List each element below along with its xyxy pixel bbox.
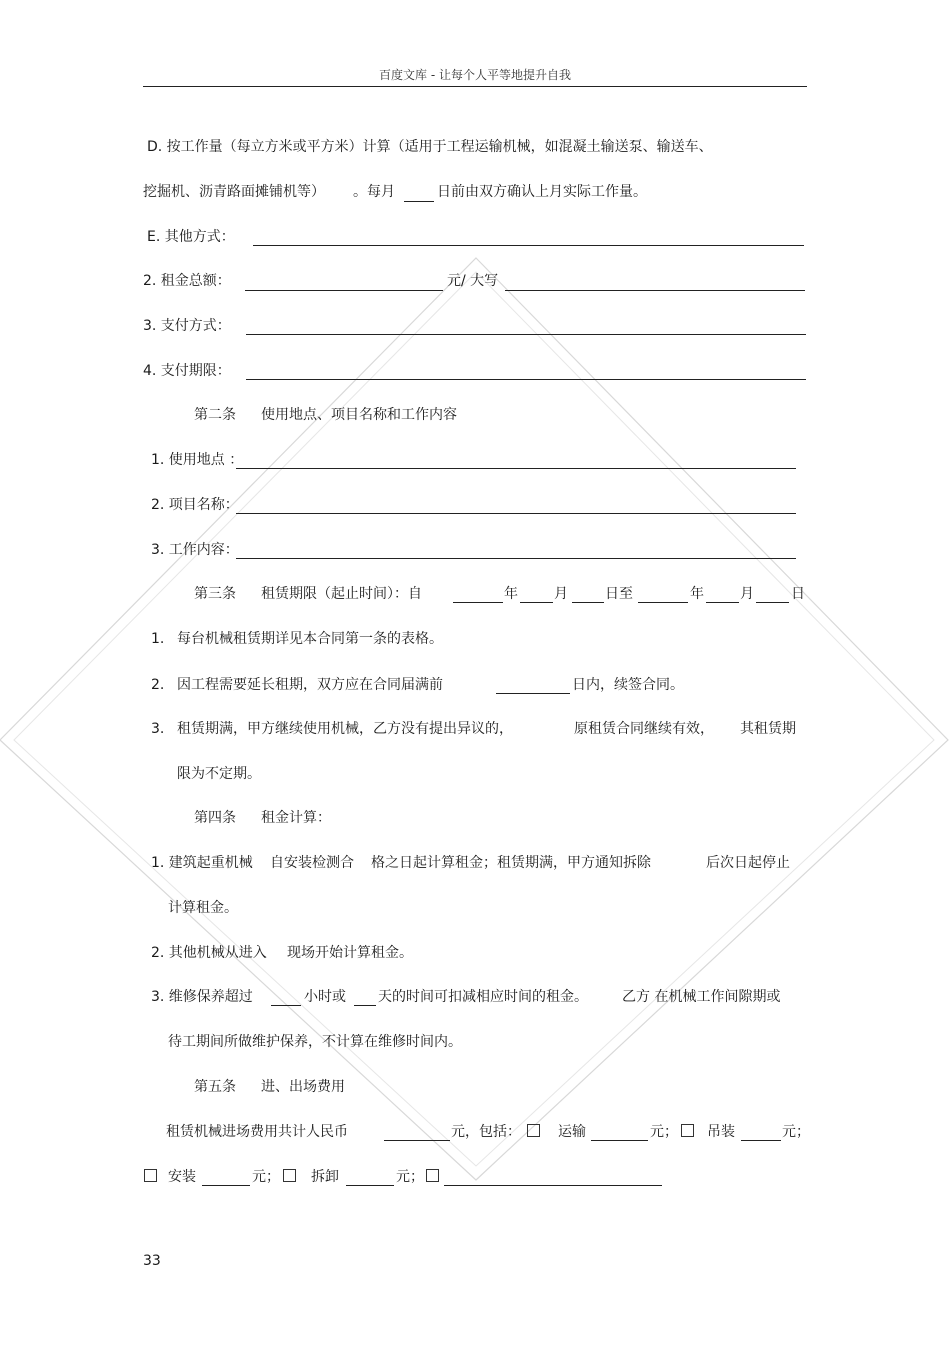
article4-item1a: 1. 建筑起重机械 — [151, 855, 253, 871]
location-label: 1. 使用地点 ： — [151, 452, 244, 468]
article4-item1d: 后次日起停止 — [706, 855, 790, 871]
article4-title: 第四条 — [194, 810, 236, 826]
rent-total-amount-blank[interactable] — [245, 290, 443, 291]
article3-item3d: 限为不定期。 — [177, 766, 261, 782]
end-year-blank[interactable] — [638, 602, 688, 603]
day-to-label: 日至 — [605, 586, 633, 602]
article5-title: 第五条 — [194, 1079, 236, 1095]
article3-item2a: 因工程需要延长租期，双方应在合同届满前 — [177, 677, 443, 693]
rent-total-label: 2. 租金总额： — [143, 273, 231, 289]
month-label-2: 月 — [740, 586, 754, 602]
article4-item2b: 现场开始计算租金。 — [287, 945, 413, 961]
option-d-line2b: 。每月 — [353, 184, 395, 200]
article4-item1b: 自安装检测合 — [270, 855, 354, 871]
year-label-1: 年 — [504, 586, 518, 602]
option-e-blank[interactable] — [253, 245, 804, 246]
location-blank[interactable] — [236, 468, 796, 469]
article5-line1a: 租赁机械进场费用共计人民币 — [166, 1124, 348, 1140]
article3-item3-num: 3. — [151, 721, 165, 737]
hoist-fee-blank[interactable] — [741, 1140, 781, 1141]
project-blank[interactable] — [236, 513, 796, 514]
article3-item2-num: 2. — [151, 677, 165, 693]
end-day-blank[interactable] — [756, 602, 789, 603]
transport-label: 运输 — [558, 1124, 586, 1140]
dismantle-yuan: 元； — [396, 1169, 424, 1185]
maintenance-hours-blank[interactable] — [271, 1005, 301, 1006]
day-blank[interactable] — [404, 201, 434, 202]
hoist-checkbox[interactable] — [681, 1123, 694, 1141]
entry-fee-total-blank[interactable] — [384, 1140, 450, 1141]
article4-item3d: 乙方 在机械工作间隙期或 — [622, 989, 781, 1005]
rent-total-words-blank[interactable] — [505, 290, 805, 291]
article4-item1c: 格之日起计算租金；租赁期满，甲方通知拆除 — [371, 855, 651, 871]
option-d-line2a: 挖掘机、沥青路面摊铺机等） — [143, 184, 325, 200]
work-label: 3. 工作内容： — [151, 542, 239, 558]
end-month-blank[interactable] — [706, 602, 739, 603]
page-header: 百度文库 - 让每个人平等地提升自我 — [379, 68, 571, 82]
install-yuan: 元； — [252, 1169, 280, 1185]
article2-title: 第二条 — [194, 407, 236, 423]
payment-term-label: 4. 支付期限： — [143, 363, 231, 379]
dismantle-fee-blank[interactable] — [346, 1185, 394, 1186]
option-e-label: E. 其他方式： — [147, 229, 235, 245]
page-number: 33 — [143, 1253, 161, 1269]
article3-title: 第三条 — [194, 586, 236, 602]
payment-method-label: 3. 支付方式： — [143, 318, 231, 334]
article3-title-text: 租赁期限（起止时间）：自 — [261, 586, 422, 602]
article4-title-text: 租金计算： — [261, 810, 331, 826]
transport-checkbox[interactable] — [527, 1123, 540, 1141]
article4-item2a: 2. 其他机械从进入 — [151, 945, 267, 961]
article3-item1-num: 1. — [151, 631, 165, 647]
transport-yuan: 元； — [650, 1124, 678, 1140]
day-label: 日 — [791, 586, 805, 602]
article5-line1b: 元，包括： — [451, 1124, 521, 1140]
install-checkbox[interactable] — [144, 1168, 157, 1186]
renewal-days-blank[interactable] — [496, 693, 570, 694]
article4-item3b: 小时或 — [304, 989, 346, 1005]
other-checkbox[interactable] — [426, 1168, 439, 1186]
article3-item3c: 其租赁期 — [740, 721, 796, 737]
payment-term-blank[interactable] — [246, 379, 806, 380]
option-d-line1: D. 按工作量（每立方米或平方米）计算（适用于工程运输机械，如混凝土输送泵、输送车、 — [147, 139, 713, 155]
start-day-blank[interactable] — [572, 602, 604, 603]
year-label-2: 年 — [690, 586, 704, 602]
dismantle-label: 拆卸 — [311, 1169, 339, 1185]
option-d-line2c: 日前由双方确认上月实际工作量。 — [437, 184, 647, 200]
article3-item1: 每台机械租赁期详见本合同第一条的表格。 — [177, 631, 443, 647]
article3-item3a: 租赁期满，甲方继续使用机械，乙方没有提出异议的， — [177, 721, 513, 737]
maintenance-days-blank[interactable] — [354, 1005, 376, 1006]
work-blank[interactable] — [236, 558, 796, 559]
article4-item1e: 计算租金。 — [168, 900, 238, 916]
article5-title-text: 进、出场费用 — [261, 1079, 345, 1095]
article4-item3c: 天的时间可扣减相应时间的租金。 — [378, 989, 588, 1005]
article3-item2b: 日内，续签合同。 — [572, 677, 684, 693]
transport-fee-blank[interactable] — [591, 1140, 648, 1141]
hoist-yuan: 元； — [782, 1124, 810, 1140]
header-divider — [143, 86, 807, 87]
rent-total-unit: 元/ 大写 — [447, 273, 499, 289]
other-fee-blank[interactable] — [444, 1185, 662, 1186]
start-month-blank[interactable] — [520, 602, 553, 603]
start-year-blank[interactable] — [453, 602, 503, 603]
article3-item3b: 原租赁合同继续有效， — [574, 721, 714, 737]
month-label-1: 月 — [554, 586, 568, 602]
hoist-label: 吊装 — [707, 1124, 735, 1140]
project-label: 2. 项目名称： — [151, 497, 239, 513]
article2-title-text: 使用地点、项目名称和工作内容 — [261, 407, 457, 423]
install-label: 安装 — [168, 1169, 196, 1185]
payment-method-blank[interactable] — [246, 334, 806, 335]
install-fee-blank[interactable] — [202, 1185, 250, 1186]
dismantle-checkbox[interactable] — [283, 1168, 296, 1186]
article4-item3a: 3. 维修保养超过 — [151, 989, 253, 1005]
article4-item3e: 待工期间所做维护保养，不计算在维修时间内。 — [168, 1034, 462, 1050]
